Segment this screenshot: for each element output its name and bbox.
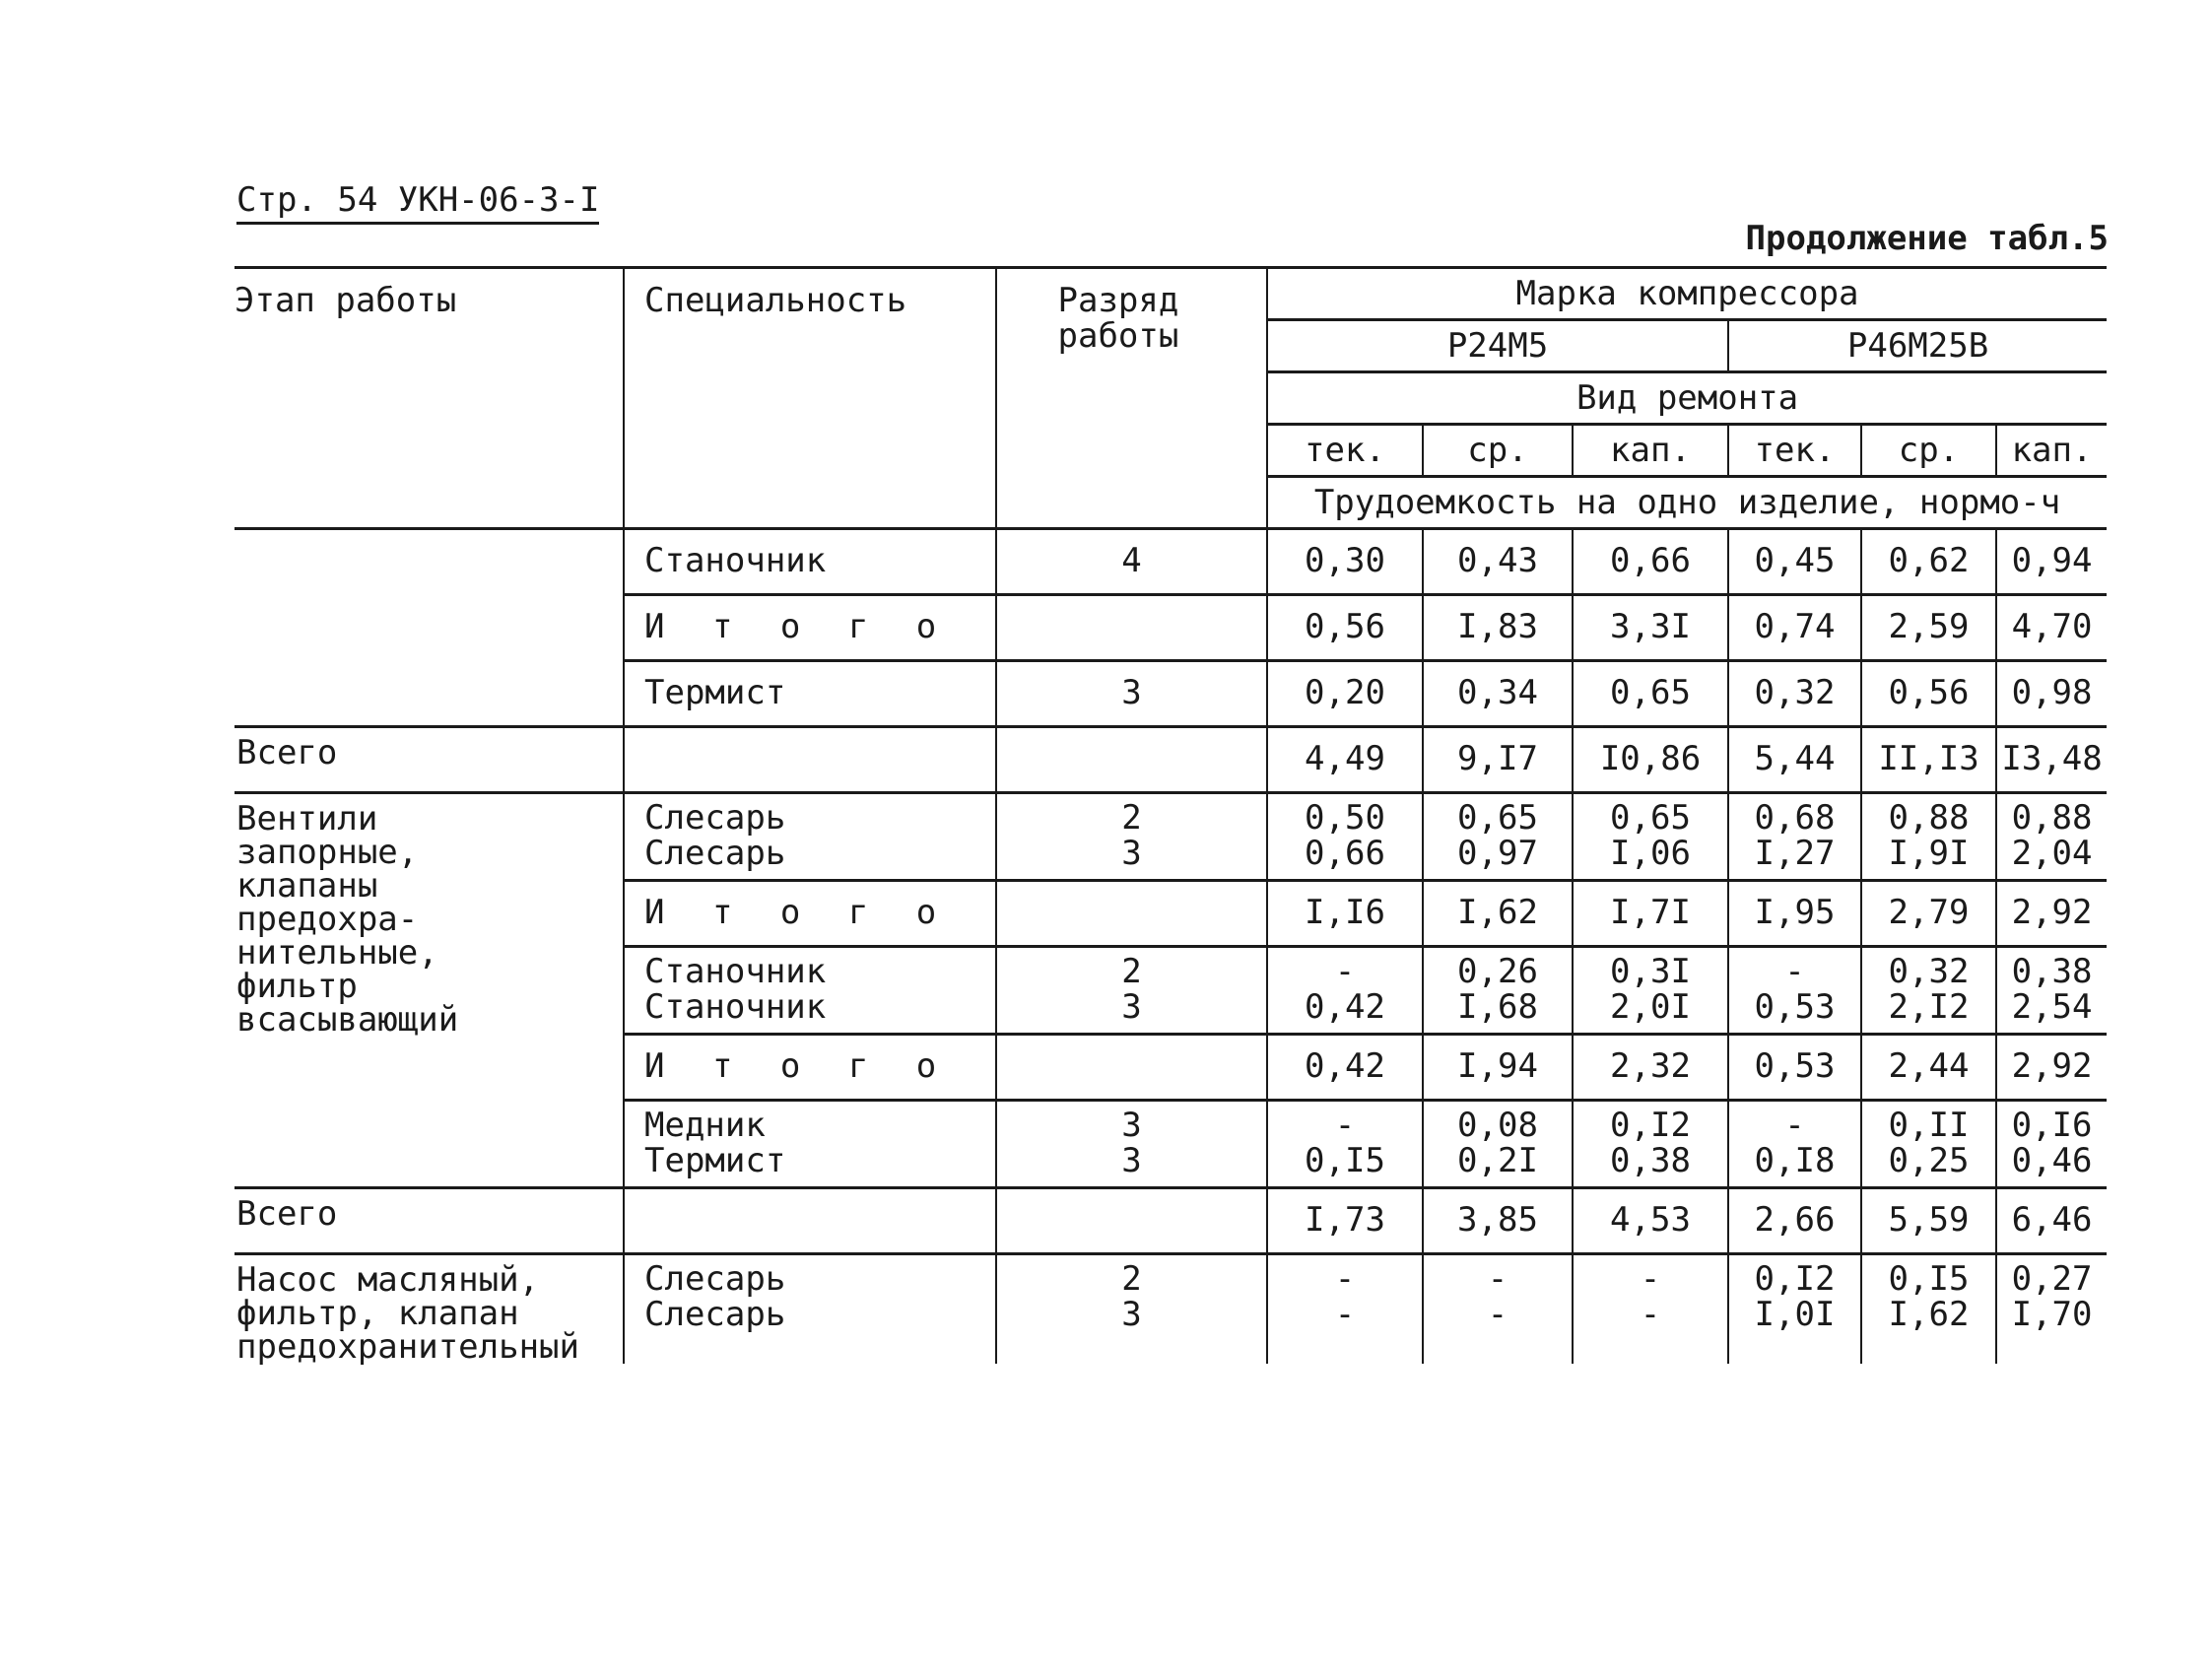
value-cell <box>1573 1254 1728 1365</box>
grade-cell <box>996 1254 1267 1365</box>
specialty-text: Слесарь <box>644 834 786 873</box>
specialty-text: Слесарь <box>644 1295 786 1334</box>
value-text: 2,92 <box>2011 893 2093 932</box>
value-text: 0,56 <box>1305 607 1385 646</box>
grade-text: 2 <box>1121 1259 1142 1299</box>
value-text: 0,38 <box>2011 952 2093 991</box>
value-text: 4,49 <box>1305 739 1385 778</box>
specialty-text: Термист <box>644 673 786 712</box>
page-reference: Стр. 54 УКН-06-3-I <box>236 180 599 225</box>
labor-table <box>235 266 2107 1367</box>
value-cell <box>1267 881 1423 947</box>
specialty-text: Станочник <box>644 987 827 1027</box>
col-header-compressor: Марка компрессора <box>1267 268 2107 320</box>
value-text: 3,3I <box>1610 607 1691 646</box>
value-cell <box>1996 595 2107 661</box>
value-cell <box>1861 881 1996 947</box>
value-cell <box>1728 661 1861 727</box>
value-text: I0,86 <box>1599 739 1702 778</box>
specialty-cell <box>624 595 996 661</box>
stage-cell <box>235 1254 624 1365</box>
value-cell <box>1996 793 2107 881</box>
grade-text <box>997 602 1266 651</box>
specialty-cell <box>624 529 996 595</box>
value-text: - <box>1640 1259 1661 1299</box>
value-text: 0,I2 <box>1754 1259 1836 1299</box>
value-text: 2,04 <box>2011 834 2093 873</box>
value-cell <box>1573 661 1728 727</box>
value-text: I,62 <box>1457 893 1538 932</box>
value-text: 0,65 <box>1610 673 1691 712</box>
value-text: 0,32 <box>1754 673 1836 712</box>
value-cell <box>1423 595 1573 661</box>
value-cell <box>1267 727 1423 793</box>
value-cell <box>1996 1254 2107 1365</box>
specialty-cell <box>624 1035 996 1101</box>
value-cell <box>1996 727 2107 793</box>
specialty-text <box>644 1195 995 1244</box>
value-text: 2,59 <box>1888 607 1970 646</box>
value-cell <box>1861 1101 1996 1188</box>
specialty-text: Медник <box>644 1106 766 1145</box>
value-text: 9,I7 <box>1457 739 1538 778</box>
value-text: I,I6 <box>1305 893 1385 932</box>
repair-col-header: кап. <box>1996 425 2107 477</box>
value-cell <box>1573 1101 1728 1188</box>
repair-type-header: Вид ремонта <box>1267 372 2107 425</box>
value-text: - <box>1784 1106 1805 1145</box>
value-text: - <box>1487 1259 1508 1299</box>
value-text: 0,98 <box>2011 673 2093 712</box>
grade-cell <box>996 947 1267 1035</box>
table-row <box>235 529 2107 595</box>
value-text: 0,65 <box>1457 798 1538 838</box>
value-cell <box>1267 1254 1423 1365</box>
stage-text: Всего <box>236 1194 338 1234</box>
repair-col-header: ср. <box>1861 425 1996 477</box>
grade-text: 2 <box>1121 952 1142 991</box>
value-text: 0,20 <box>1305 673 1385 712</box>
value-cell <box>1861 661 1996 727</box>
grade-cell <box>996 793 1267 881</box>
value-text: - <box>1334 1106 1356 1145</box>
labor-header: Трудоемкость на одно изделие, нормо-ч <box>1267 477 2107 529</box>
value-cell <box>1573 595 1728 661</box>
value-text: 0,66 <box>1305 834 1385 873</box>
value-text: 5,59 <box>1888 1200 1970 1240</box>
value-cell <box>1861 793 1996 881</box>
value-text: I,27 <box>1754 834 1836 873</box>
value-text: 0,97 <box>1457 834 1538 873</box>
specialty-text: Станочник <box>644 952 827 991</box>
value-cell <box>1861 595 1996 661</box>
value-text: 0,II <box>1888 1106 1970 1145</box>
specialty-cell <box>624 1188 996 1254</box>
table-header <box>235 268 2107 529</box>
value-cell <box>1573 1188 1728 1254</box>
value-text: 0,3I <box>1610 952 1691 991</box>
value-text: 0,2I <box>1457 1141 1538 1180</box>
value-text: 2,92 <box>2011 1046 2093 1086</box>
value-cell <box>1728 793 1861 881</box>
value-text: 2,54 <box>2011 987 2093 1027</box>
value-text: I,68 <box>1457 987 1538 1027</box>
stage-text: Вентили запорные, клапаны предохра-нительные, фильтр всасывающий <box>236 799 459 1040</box>
repair-col-header: тек. <box>1728 425 1861 477</box>
repair-col-header: тек. <box>1267 425 1423 477</box>
value-cell <box>1267 1035 1423 1101</box>
stage-text <box>236 530 571 538</box>
specialty-text <box>644 734 995 783</box>
value-text: 0,66 <box>1610 541 1691 580</box>
grade-text: 3 <box>1121 1295 1142 1334</box>
grade-cell <box>996 1188 1267 1254</box>
value-text: I,62 <box>1888 1295 1970 1334</box>
value-text: 4,53 <box>1610 1200 1691 1240</box>
value-cell <box>1423 1254 1573 1365</box>
model-header-2: Р46М25В <box>1728 320 2107 372</box>
repair-col-header: кап. <box>1573 425 1728 477</box>
value-text: 2,0I <box>1610 987 1691 1027</box>
value-text: 0,30 <box>1305 541 1385 580</box>
table-body <box>235 529 2107 1365</box>
grade-cell <box>996 595 1267 661</box>
value-text: 0,25 <box>1888 1141 1970 1180</box>
value-text: 5,44 <box>1754 739 1836 778</box>
value-text: I,70 <box>2011 1295 2093 1334</box>
value-cell <box>1861 727 1996 793</box>
value-text: - <box>1784 952 1805 991</box>
value-cell <box>1267 1101 1423 1188</box>
value-text: 0,I2 <box>1610 1106 1691 1145</box>
grade-cell <box>996 661 1267 727</box>
value-text: 0,I6 <box>2011 1106 2093 1145</box>
value-cell <box>1728 1254 1861 1365</box>
value-cell <box>1573 793 1728 881</box>
value-cell <box>1423 727 1573 793</box>
table-row <box>235 1188 2107 1254</box>
value-cell <box>1267 1188 1423 1254</box>
specialty-cell <box>624 947 996 1035</box>
col-header-grade: Разряд работы <box>996 268 1267 529</box>
value-text: 0,42 <box>1305 987 1385 1027</box>
stage-cell <box>235 529 624 727</box>
grade-text: 3 <box>1121 1141 1142 1180</box>
value-text: I,83 <box>1457 607 1538 646</box>
value-cell <box>1573 727 1728 793</box>
table-row <box>235 793 2107 881</box>
table-row <box>235 727 2107 793</box>
value-text: 0,45 <box>1754 541 1836 580</box>
value-cell <box>1267 595 1423 661</box>
grade-text: 4 <box>1121 541 1142 580</box>
value-text: 0,27 <box>2011 1259 2093 1299</box>
value-text: I,95 <box>1754 893 1836 932</box>
value-cell <box>1423 793 1573 881</box>
value-cell <box>1423 1035 1573 1101</box>
grade-cell <box>996 529 1267 595</box>
value-text: 6,46 <box>2011 1200 2093 1240</box>
value-text: - <box>1487 1295 1508 1334</box>
value-cell <box>1996 1035 2107 1101</box>
stage-cell <box>235 727 624 793</box>
value-text: I,94 <box>1457 1046 1538 1086</box>
value-text: - <box>1334 1295 1356 1334</box>
value-text: 0,68 <box>1754 798 1836 838</box>
value-text: I3,48 <box>2001 739 2103 778</box>
grade-text: 3 <box>1121 673 1142 712</box>
value-text: - <box>1334 952 1356 991</box>
value-text: 0,I8 <box>1754 1141 1836 1180</box>
value-cell <box>1267 947 1423 1035</box>
grade-text: 3 <box>1121 1106 1142 1145</box>
stage-cell <box>235 1188 624 1254</box>
value-text: 0,46 <box>2011 1141 2093 1180</box>
value-cell <box>1728 1188 1861 1254</box>
value-text: I,0I <box>1754 1295 1836 1334</box>
specialty-text: Термист <box>644 1141 786 1180</box>
value-text: 0,I5 <box>1305 1141 1385 1180</box>
value-cell <box>1423 1188 1573 1254</box>
value-cell <box>1267 529 1423 595</box>
col-header-specialty: Специальность <box>624 268 996 529</box>
value-text: 0,26 <box>1457 952 1538 991</box>
grade-text <box>997 1195 1266 1244</box>
value-cell <box>1423 1101 1573 1188</box>
grade-cell <box>996 727 1267 793</box>
grade-cell <box>996 1035 1267 1101</box>
value-text: 0,62 <box>1888 541 1970 580</box>
value-text: 2,79 <box>1888 893 1970 932</box>
value-cell <box>1996 947 2107 1035</box>
specialty-cell <box>624 881 996 947</box>
value-cell <box>1861 1035 1996 1101</box>
value-text: 0,08 <box>1457 1106 1538 1145</box>
grade-text <box>997 888 1266 937</box>
value-cell <box>1423 661 1573 727</box>
value-text: I,7I <box>1610 893 1691 932</box>
value-text: 0,88 <box>2011 798 2093 838</box>
value-text: 0,32 <box>1888 952 1970 991</box>
value-cell <box>1728 529 1861 595</box>
value-text: 0,I5 <box>1888 1259 1970 1299</box>
model-header-1: Р24М5 <box>1267 320 1728 372</box>
grade-text: 3 <box>1121 834 1142 873</box>
value-cell <box>1996 1101 2107 1188</box>
value-cell <box>1728 947 1861 1035</box>
value-cell <box>1728 595 1861 661</box>
value-cell <box>1996 881 2107 947</box>
specialty-text: Слесарь <box>644 1259 786 1299</box>
stage-cell <box>235 793 624 1188</box>
specialty-cell <box>624 1101 996 1188</box>
value-cell <box>1267 793 1423 881</box>
specialty-cell <box>624 661 996 727</box>
value-text: 0,43 <box>1457 541 1538 580</box>
specialty-text: Станочник <box>644 541 827 580</box>
value-cell <box>1573 529 1728 595</box>
value-cell <box>1861 1254 1996 1365</box>
table-continuation-label: Продолжение табл.5 <box>1745 219 2109 258</box>
value-cell <box>1861 529 1996 595</box>
value-cell <box>1996 661 2107 727</box>
specialty-cell <box>624 793 996 881</box>
value-cell <box>1423 529 1573 595</box>
table-row <box>235 1254 2107 1365</box>
specialty-text: И т о г о <box>644 1046 951 1086</box>
value-text: 0,34 <box>1457 673 1538 712</box>
value-text: 0,38 <box>1610 1141 1691 1180</box>
value-text: 0,53 <box>1754 987 1836 1027</box>
value-cell <box>1728 1035 1861 1101</box>
value-text: 3,85 <box>1457 1200 1538 1240</box>
value-text: - <box>1640 1295 1661 1334</box>
specialty-text: И т о г о <box>644 893 951 932</box>
value-cell <box>1996 529 2107 595</box>
value-text: 0,53 <box>1754 1046 1836 1086</box>
value-text: I,73 <box>1305 1200 1385 1240</box>
value-text: 0,65 <box>1610 798 1691 838</box>
value-cell <box>1861 1188 1996 1254</box>
value-text: 2,32 <box>1610 1046 1691 1086</box>
value-cell <box>1728 727 1861 793</box>
grade-text <box>997 734 1266 783</box>
value-text: 0,74 <box>1754 607 1836 646</box>
value-cell <box>1423 881 1573 947</box>
value-text: 2,66 <box>1754 1200 1836 1240</box>
value-cell <box>1573 947 1728 1035</box>
value-text: II,I3 <box>1878 739 1979 778</box>
value-cell <box>1573 1035 1728 1101</box>
value-text: 4,70 <box>2011 607 2093 646</box>
value-cell <box>1423 947 1573 1035</box>
value-cell <box>1728 881 1861 947</box>
value-cell <box>1861 947 1996 1035</box>
specialty-text: Слесарь <box>644 798 786 838</box>
specialty-cell <box>624 1254 996 1365</box>
value-cell <box>1573 881 1728 947</box>
specialty-cell <box>624 727 996 793</box>
grade-cell <box>996 881 1267 947</box>
grade-text: 2 <box>1121 798 1142 838</box>
stage-text: Насос масляный, фильтр, клапан предохранительный <box>236 1260 579 1367</box>
grade-text <box>997 1041 1266 1091</box>
repair-col-header: ср. <box>1423 425 1573 477</box>
value-text: 0,56 <box>1888 673 1970 712</box>
value-cell <box>1996 1188 2107 1254</box>
value-text: I,9I <box>1888 834 1970 873</box>
value-text: 0,88 <box>1888 798 1970 838</box>
stage-text: Всего <box>236 733 338 772</box>
grade-text: 3 <box>1121 987 1142 1027</box>
value-cell <box>1267 661 1423 727</box>
value-text: 0,94 <box>2011 541 2093 580</box>
value-text: I,06 <box>1610 834 1691 873</box>
specialty-text: И т о г о <box>644 607 951 646</box>
value-text: 2,I2 <box>1888 987 1970 1027</box>
value-cell <box>1728 1101 1861 1188</box>
value-text: - <box>1334 1259 1356 1299</box>
col-header-stage: Этап работы <box>235 268 624 529</box>
value-text: 0,50 <box>1305 798 1385 838</box>
value-text: 0,42 <box>1305 1046 1385 1086</box>
grade-cell <box>996 1101 1267 1188</box>
value-text: 2,44 <box>1888 1046 1970 1086</box>
